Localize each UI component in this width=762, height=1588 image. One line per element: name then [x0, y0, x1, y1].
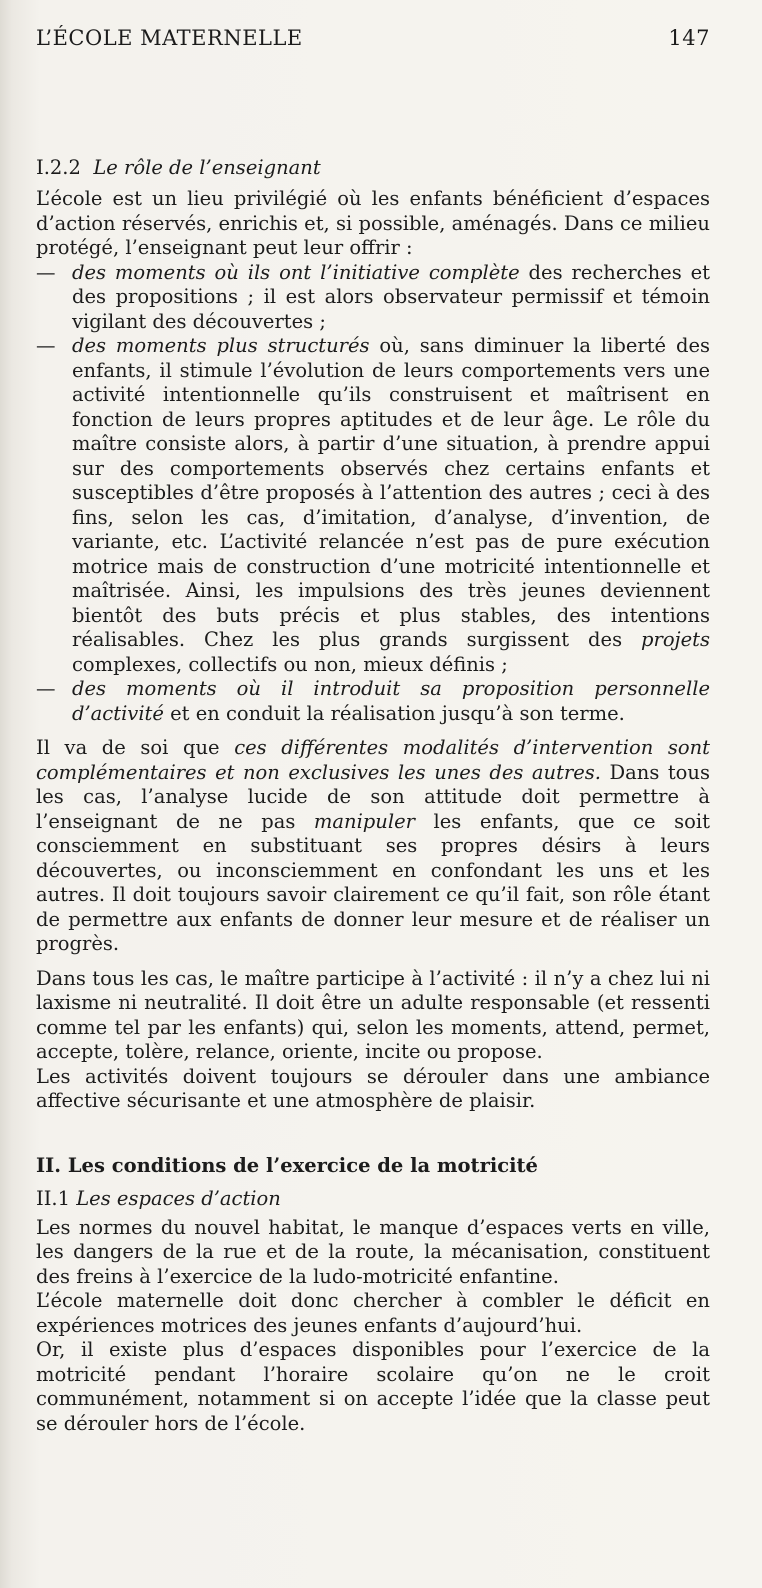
chapter-heading-ii: II. Les conditions de l’exercice de la motricité — [36, 1153, 538, 1177]
text-run: Il va de soi que — [36, 736, 235, 759]
list-item — [36, 677, 710, 726]
running-header — [36, 26, 710, 50]
section-heading-ii-1 — [36, 1187, 710, 1210]
list-text: et en conduit la réalisation jusqu’à son terme. — [163, 701, 625, 725]
text-run: Dans tous les cas, l’analyse lucide de son attitude doit permettre à l’enseignant de ne pas — [36, 760, 710, 833]
section-heading-1-2-2 — [36, 156, 710, 179]
emphasis: manipuler — [313, 809, 415, 833]
emphasis: projets — [641, 628, 710, 651]
section-title: Le rôle de l’enseignant — [93, 156, 321, 179]
emphasis: des moments plus structurés — [72, 334, 370, 357]
section-number: II.1 — [36, 1186, 71, 1210]
paragraph-teacher-role: Dans tous les cas, le maître participe à l’activité : il n’y a chez lui ni laxisme ni neutralité. Il doit être un adulte responsable (et ressenti comme tel par les enfants) qui, selon les moments, attend, permet, accepte, tolère, relance, oriente, incite ou propose. — [36, 966, 710, 1063]
dash-list — [36, 261, 710, 727]
paragraph-deficit: L’école maternelle doit donc chercher à combler le déficit en expériences motrices des jeunes enfants d’aujourd’hui. — [36, 1289, 710, 1337]
paragraph-modalities — [36, 736, 710, 957]
emphasis: des moments où il introduit sa proposition personnelle d’activité — [72, 677, 710, 725]
paragraph-spaces: Or, il existe plus d’espaces disponibles pour l’exercice de la motricité pendant l’horaire scolaire qu’on ne le croit communément, notamment si on accepte l’idée que la classe peut se dérouler hors de l’école. — [36, 1338, 710, 1435]
running-title: L’ÉCOLE MATERNELLE — [36, 26, 303, 50]
emphasis: des moments où ils ont l’initiative complète — [72, 260, 520, 284]
paragraph-intro: L’école est un lieu privilégié où les enfants bénéficient d’espaces d’action réservés, enrichis et, si possible, aménagés. Dans ce milieu protégé, l’enseignant peut leur offrir : — [36, 187, 710, 259]
list-item — [36, 261, 710, 335]
list-text: où, sans diminuer la liberté des enfants, il stimule l’évolution de leurs comportements vers une activité intentionnelle qu’ils construisent et maîtrisent en fonction de leurs propres aptitudes et de leur âge. Le rôle du maître consiste alors, à partir d’une situation, à prendre appui sur des comportements observés chez certains enfants et susceptibles d’être proposés à l’attention des autres ; ceci à des fins, selon les cas, d’imitation, d’analyse, d’invention, de variante, etc. L’activité relancée n’est pas de pure exécution motrice mais de construction d’une motricité intentionnelle et maîtrisée. Ainsi, les impulsions des très jeunes deviennent bientôt des buts précis et plus stables, des intentions réalisables. Chez les plus grands surgissent des — [72, 334, 711, 651]
section-number: I.2.2 — [36, 156, 81, 179]
emphasis: ces différentes modalités d’intervention sont complémentaires et non exclusives les unes des autres. — [36, 736, 710, 784]
text-run: les enfants, que ce soit consciemment en substituant ses propres désirs à leurs découvertes, ou inconsciemment en confondant les uns et les autres. Il doit toujours savoir clairement ce qu’il fait, son rôle étant de permettre aux enfants de donner leur mesure et de réaliser un progrès. — [36, 809, 710, 955]
section-title: Les espaces d’action — [76, 1186, 281, 1210]
paragraph-norms: Les normes du nouvel habitat, le manque d’espaces verts en ville, les dangers de la rue et de la route, la mécanisation, constituent des freins à l’exercice de la ludo-motricité enfantine. — [36, 1215, 710, 1288]
list-text: des recherches et des propositions ; il est alors observateur permissif et témoin vigilant des découvertes ; — [72, 260, 710, 333]
list-text: complexes, collectifs ou non, mieux définis ; — [72, 652, 508, 676]
paragraph-atmosphere: Les activités doivent toujours se dérouler dans une ambiance affective sécurisante et une atmosphère de plaisir. — [36, 1064, 710, 1112]
list-item — [36, 334, 710, 677]
page-number: 147 — [668, 26, 710, 50]
